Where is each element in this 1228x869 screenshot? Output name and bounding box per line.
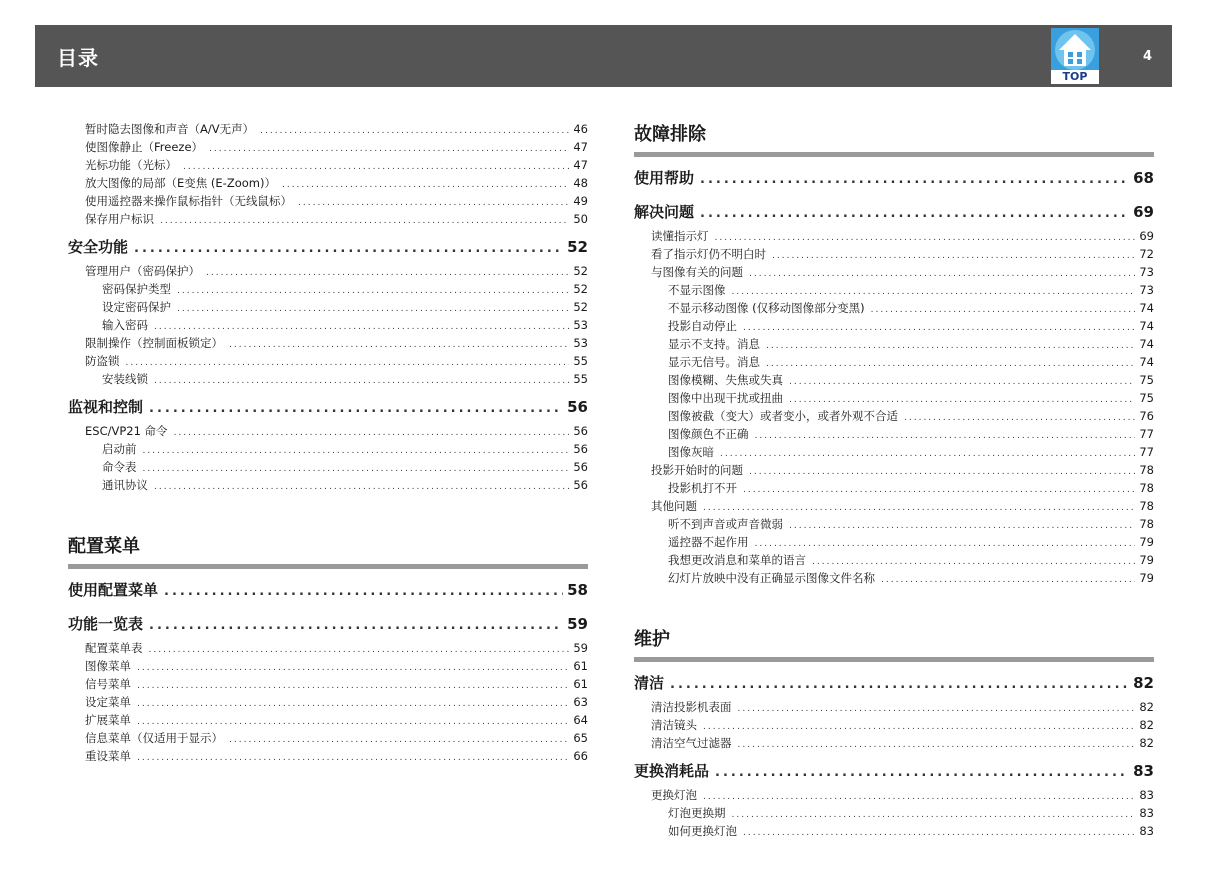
toc-entry-label: 我想更改消息和菜单的语言 bbox=[668, 553, 806, 567]
toc-entry[interactable] bbox=[634, 533, 1154, 551]
dot-leader bbox=[137, 713, 569, 729]
toc-entry-label: 投影开始时的问题 bbox=[651, 463, 743, 477]
toc-entry-page: 46 bbox=[573, 122, 588, 136]
toc-entry-page: 78 bbox=[1139, 481, 1154, 495]
dot-leader bbox=[160, 212, 569, 228]
toc-entry[interactable] bbox=[634, 569, 1154, 587]
toc-entry-label: 通讯协议 bbox=[102, 478, 148, 492]
toc-entry[interactable] bbox=[634, 353, 1154, 371]
toc-entry-label: 暂时隐去图像和声音（A/V无声） bbox=[85, 122, 255, 136]
toc-group-monitor bbox=[68, 422, 588, 494]
toc-entry[interactable] bbox=[634, 281, 1154, 299]
toc-entry-label: 密码保护类型 bbox=[102, 282, 171, 296]
toc-entry[interactable] bbox=[68, 657, 588, 675]
toc-entry[interactable] bbox=[68, 280, 588, 298]
dot-leader bbox=[126, 354, 570, 370]
toc-group-solve bbox=[634, 227, 1154, 587]
toc-entry-page: 78 bbox=[1139, 517, 1154, 531]
dot-leader bbox=[715, 229, 1136, 245]
toc-entry[interactable] bbox=[68, 639, 588, 657]
toc-entry-page: 49 bbox=[573, 194, 588, 208]
toc-entry-label: 使图像静止（Freeze） bbox=[85, 140, 204, 154]
toc-entry-use-config[interactable]: 使用配置菜单 ..... 58 bbox=[68, 575, 588, 605]
dot-leader bbox=[743, 824, 1135, 840]
section-title-config: 配置菜单 bbox=[68, 524, 588, 569]
toc-entry-page: 52 bbox=[573, 300, 588, 314]
dot-leader bbox=[282, 176, 569, 192]
toc-entry-label: 灯泡更换期 bbox=[668, 806, 726, 820]
toc-entry-label: 信号菜单 bbox=[85, 677, 131, 691]
toc-entry-label: 图像被截（变大）或者变小，或者外观不合适 bbox=[668, 409, 898, 423]
toc-entry-label: 保存用户标识 bbox=[85, 212, 154, 226]
toc-entry-label: 读懂指示灯 bbox=[651, 229, 709, 243]
toc-entry-label: 其他问题 bbox=[651, 499, 697, 513]
dot-leader bbox=[143, 460, 570, 476]
dot-leader bbox=[703, 718, 1135, 734]
toc-entry-label: 设定密码保护 bbox=[102, 300, 171, 314]
dot-leader bbox=[149, 611, 563, 639]
toc-entry-label: 图像灰暗 bbox=[668, 445, 714, 459]
dot-leader bbox=[749, 463, 1135, 479]
toc-entry-label: 图像菜单 bbox=[85, 659, 131, 673]
dot-leader bbox=[743, 481, 1135, 497]
toc-entry-page: 56 bbox=[573, 478, 588, 492]
toc-entry-label: 投影机打不开 bbox=[668, 481, 737, 495]
dot-leader bbox=[703, 788, 1135, 804]
toc-entry-page: 74 bbox=[1139, 301, 1154, 315]
dot-leader bbox=[789, 517, 1135, 533]
toc-entry-label: 扩展菜单 bbox=[85, 713, 131, 727]
dot-leader bbox=[789, 373, 1135, 389]
toc-entry-page: 76 bbox=[1139, 409, 1154, 423]
toc-entry[interactable] bbox=[68, 156, 588, 174]
toc-entry-page: 82 bbox=[1139, 736, 1154, 750]
dot-leader bbox=[154, 478, 569, 494]
toc-entry[interactable] bbox=[634, 804, 1154, 822]
dot-leader bbox=[260, 122, 569, 138]
toc-entry[interactable] bbox=[68, 747, 588, 765]
toc-entry-label: 设定菜单 bbox=[85, 695, 131, 709]
page-number: 4 bbox=[1142, 49, 1152, 64]
toc-entry-label: 遥控器不起作用 bbox=[668, 535, 749, 549]
toc-entry[interactable] bbox=[68, 352, 588, 370]
toc-entry-page: 79 bbox=[1139, 571, 1154, 585]
dot-leader bbox=[229, 731, 569, 747]
toc-entry-label: 信息菜单（仅适用于显示） bbox=[85, 731, 223, 745]
toc-entry-page: 74 bbox=[1139, 355, 1154, 369]
toc-group-clean bbox=[634, 698, 1154, 752]
dot-leader bbox=[700, 199, 1129, 227]
toc-entry-page: 47 bbox=[573, 158, 588, 172]
toc-entry-label: 图像中出现干扰或扭曲 bbox=[668, 391, 783, 405]
toc-entry[interactable] bbox=[634, 335, 1154, 353]
toc-entry[interactable] bbox=[68, 334, 588, 352]
toc-entry[interactable] bbox=[634, 425, 1154, 443]
toc-entry[interactable] bbox=[68, 192, 588, 210]
toc-entry-page: 75 bbox=[1139, 373, 1154, 387]
toc-entry[interactable] bbox=[68, 174, 588, 192]
dot-leader bbox=[772, 247, 1135, 263]
toc-entry-label: 看了指示灯仍不明白时 bbox=[651, 247, 766, 261]
toc-entry[interactable] bbox=[68, 210, 588, 228]
toc-entry-security[interactable]: 安全功能 ..... 52 bbox=[68, 232, 588, 262]
toc-entry-page: 78 bbox=[1139, 499, 1154, 513]
dot-leader bbox=[177, 300, 569, 316]
dot-leader bbox=[137, 749, 569, 765]
toc-entry-page: 77 bbox=[1139, 445, 1154, 459]
toc-entry-replace[interactable]: 更换消耗品 ..... 83 bbox=[634, 756, 1154, 786]
dot-leader bbox=[766, 355, 1135, 371]
dot-leader bbox=[871, 301, 1136, 317]
dot-leader bbox=[812, 553, 1135, 569]
toc-entry-page: 79 bbox=[1139, 553, 1154, 567]
dot-leader bbox=[732, 283, 1136, 299]
toc-entry-page: 61 bbox=[573, 659, 588, 673]
dot-leader bbox=[154, 372, 569, 388]
dot-leader bbox=[174, 424, 570, 440]
toc-entry[interactable] bbox=[634, 461, 1154, 479]
toc-entry-label: 清洁投影机表面 bbox=[651, 700, 732, 714]
toc-entry-page: 56 bbox=[573, 442, 588, 456]
toc-entry-label: 清洁镜头 bbox=[651, 718, 697, 732]
toc-entry-page: 55 bbox=[573, 372, 588, 386]
toc-entry-label: 清洁空气过滤器 bbox=[651, 736, 732, 750]
toc-entry-page: 79 bbox=[1139, 535, 1154, 549]
dot-leader bbox=[134, 234, 563, 262]
toc-entry-page: 82 bbox=[1139, 700, 1154, 714]
toc-entry-page: 72 bbox=[1139, 247, 1154, 261]
toc-entry[interactable] bbox=[634, 479, 1154, 497]
toc-entry[interactable] bbox=[634, 227, 1154, 245]
toc-entry-page: 75 bbox=[1139, 391, 1154, 405]
toc-entry[interactable] bbox=[634, 734, 1154, 752]
toc-entry-label: ESC/VP21 命令 bbox=[85, 424, 168, 438]
toc-entry-page: 69 bbox=[1139, 229, 1154, 243]
toc-entry[interactable] bbox=[68, 422, 588, 440]
toc-entry[interactable] bbox=[634, 245, 1154, 263]
toc-entry[interactable] bbox=[68, 298, 588, 316]
toc-entry-label: 不显示图像 bbox=[668, 283, 726, 297]
toc-entry-monitor[interactable]: 监视和控制 ..... 56 bbox=[68, 392, 588, 422]
toc-entry[interactable] bbox=[68, 316, 588, 334]
page-header bbox=[35, 25, 1172, 87]
toc-entry-solve[interactable]: 解决问题 ..... 69 bbox=[634, 197, 1154, 227]
dot-leader bbox=[164, 577, 563, 605]
toc-entry[interactable] bbox=[68, 675, 588, 693]
toc-entry[interactable] bbox=[634, 317, 1154, 335]
toc-entry-page: 83 bbox=[1139, 824, 1154, 838]
dot-leader bbox=[206, 264, 569, 280]
dot-leader bbox=[229, 336, 569, 352]
dot-leader bbox=[137, 695, 569, 711]
toc-entry-label: 显示不支持。消息 bbox=[668, 337, 760, 351]
section-title-maintenance: 维护 bbox=[634, 617, 1154, 662]
toc-entry-page: 78 bbox=[1139, 463, 1154, 477]
toc-entry-page: 61 bbox=[573, 677, 588, 691]
toc-entry-page: 47 bbox=[573, 140, 588, 154]
toc-group-replace bbox=[634, 786, 1154, 840]
dot-leader bbox=[766, 337, 1135, 353]
dot-leader bbox=[149, 641, 570, 657]
toc-entry[interactable] bbox=[68, 711, 588, 729]
toc-entry-page: 55 bbox=[573, 354, 588, 368]
toc-entry-page: 83 bbox=[1139, 788, 1154, 802]
dot-leader bbox=[749, 265, 1135, 281]
toc-entry-page: 64 bbox=[573, 713, 588, 727]
toc-entry[interactable] bbox=[634, 551, 1154, 569]
toc-entry-label: 使用遥控器来操作鼠标指针（无线鼠标） bbox=[85, 194, 292, 208]
dot-leader bbox=[789, 391, 1135, 407]
top-label: TOP bbox=[1051, 70, 1099, 84]
dot-leader bbox=[183, 158, 569, 174]
dot-leader bbox=[732, 806, 1136, 822]
toc-group-top bbox=[68, 120, 588, 228]
toc-entry-label: 与图像有关的问题 bbox=[651, 265, 743, 279]
toc-entry-func-list[interactable]: 功能一览表 ..... 59 bbox=[68, 609, 588, 639]
toc-entry[interactable] bbox=[634, 299, 1154, 317]
toc-entry-page: 65 bbox=[573, 731, 588, 745]
toc-entry-page: 56 bbox=[573, 424, 588, 438]
toc-entry-page: 50 bbox=[573, 212, 588, 226]
section-title-trouble: 故障排除 bbox=[634, 120, 1154, 157]
toc-entry[interactable] bbox=[634, 515, 1154, 533]
toc-entry-page: 73 bbox=[1139, 265, 1154, 279]
dot-leader bbox=[137, 677, 569, 693]
toc-entry-page: 74 bbox=[1139, 337, 1154, 351]
dot-leader bbox=[881, 571, 1135, 587]
toc-entry[interactable] bbox=[68, 729, 588, 747]
dot-leader bbox=[700, 165, 1129, 193]
toc-entry-label: 图像模糊、失焦或失真 bbox=[668, 373, 783, 387]
toc-entry[interactable] bbox=[68, 120, 588, 138]
dot-leader bbox=[143, 442, 570, 458]
dot-leader bbox=[177, 282, 569, 298]
toc-entry-page: 52 bbox=[573, 264, 588, 278]
dot-leader bbox=[743, 319, 1135, 335]
home-icon bbox=[1051, 28, 1099, 72]
toc-entry[interactable] bbox=[634, 371, 1154, 389]
toc-group-security bbox=[68, 262, 588, 388]
toc-entry[interactable] bbox=[634, 822, 1154, 840]
toc-entry-label: 幻灯片放映中没有正确显示图像文件名称 bbox=[668, 571, 875, 585]
toc-entry-page: 66 bbox=[573, 749, 588, 763]
toc-entry-label: 放大图像的局部（E变焦 (E-Zoom)） bbox=[85, 176, 276, 190]
toc-entry[interactable] bbox=[68, 458, 588, 476]
toc-entry-page: 48 bbox=[573, 176, 588, 190]
toc-entry[interactable] bbox=[634, 497, 1154, 515]
toc-entry[interactable] bbox=[68, 440, 588, 458]
toc-entry-label: 命令表 bbox=[102, 460, 137, 474]
toc-entry[interactable] bbox=[68, 693, 588, 711]
dot-leader bbox=[715, 758, 1129, 786]
toc-entry[interactable] bbox=[634, 389, 1154, 407]
dot-leader bbox=[755, 535, 1136, 551]
toc-entry[interactable] bbox=[634, 263, 1154, 281]
toc-entry-label: 听不到声音或声音微弱 bbox=[668, 517, 783, 531]
dot-leader bbox=[137, 659, 569, 675]
dot-leader bbox=[738, 736, 1136, 752]
dot-leader bbox=[154, 318, 569, 334]
page-title: 目录 bbox=[57, 46, 99, 70]
toc-entry-label: 启动前 bbox=[102, 442, 137, 456]
toc-entry-label: 显示无信号。消息 bbox=[668, 355, 760, 369]
toc-entry-page: 82 bbox=[1139, 718, 1154, 732]
toc-entry-page: 52 bbox=[573, 282, 588, 296]
toc-entry-help[interactable]: 使用帮助 ..... 68 bbox=[634, 163, 1154, 193]
dot-leader bbox=[149, 394, 563, 422]
toc-entry-label: 光标功能（光标） bbox=[85, 158, 177, 172]
toc-entry[interactable] bbox=[634, 698, 1154, 716]
toc-entry[interactable] bbox=[68, 370, 588, 388]
toc-entry-label: 限制操作（控制面板锁定） bbox=[85, 336, 223, 350]
toc-entry-label: 图像颜色不正确 bbox=[668, 427, 749, 441]
toc-entry[interactable] bbox=[68, 262, 588, 280]
dot-leader bbox=[738, 700, 1136, 716]
toc-entry-label: 投影自动停止 bbox=[668, 319, 737, 333]
toc-entry[interactable] bbox=[634, 443, 1154, 461]
toc-entry[interactable] bbox=[634, 786, 1154, 804]
toc-entry-label: 更换灯泡 bbox=[651, 788, 697, 802]
toc-entry-label: 防盗锁 bbox=[85, 354, 120, 368]
toc-entry-label: 安装线锁 bbox=[102, 372, 148, 386]
toc-entry-page: 74 bbox=[1139, 319, 1154, 333]
toc-entry-label: 重设菜单 bbox=[85, 749, 131, 763]
dot-leader bbox=[720, 445, 1135, 461]
toc-entry[interactable] bbox=[634, 407, 1154, 425]
toc-entry-label: 不显示移动图像 (仅移动图像部分变黑) bbox=[668, 301, 865, 315]
dot-leader bbox=[755, 427, 1136, 443]
dot-leader bbox=[670, 670, 1129, 698]
toc-entry-label: 输入密码 bbox=[102, 318, 148, 332]
toc-entry-clean[interactable]: 清洁 ..... 82 bbox=[634, 668, 1154, 698]
dot-leader bbox=[209, 140, 569, 156]
top-button[interactable] bbox=[1051, 28, 1099, 84]
toc-entry-page: 77 bbox=[1139, 427, 1154, 441]
toc-entry[interactable] bbox=[634, 716, 1154, 734]
dot-leader bbox=[904, 409, 1135, 425]
toc-entry-page: 63 bbox=[573, 695, 588, 709]
toc-group-func-list bbox=[68, 639, 588, 765]
toc-entry-page: 53 bbox=[573, 336, 588, 350]
dot-leader bbox=[298, 194, 569, 210]
toc-entry-label: 配置菜单表 bbox=[85, 641, 143, 655]
toc-entry[interactable] bbox=[68, 138, 588, 156]
toc-entry-page: 56 bbox=[573, 460, 588, 474]
toc-left-column bbox=[68, 120, 588, 765]
toc-entry[interactable] bbox=[68, 476, 588, 494]
toc-entry-page: 83 bbox=[1139, 806, 1154, 820]
toc-entry-page: 59 bbox=[573, 641, 588, 655]
toc-entry-label: 如何更换灯泡 bbox=[668, 824, 737, 838]
toc-entry-page: 73 bbox=[1139, 283, 1154, 297]
dot-leader bbox=[703, 499, 1135, 515]
toc-entry-page: 53 bbox=[573, 318, 588, 332]
toc-right-column bbox=[634, 120, 1154, 840]
toc-entry-label: 管理用户（密码保护） bbox=[85, 264, 200, 278]
